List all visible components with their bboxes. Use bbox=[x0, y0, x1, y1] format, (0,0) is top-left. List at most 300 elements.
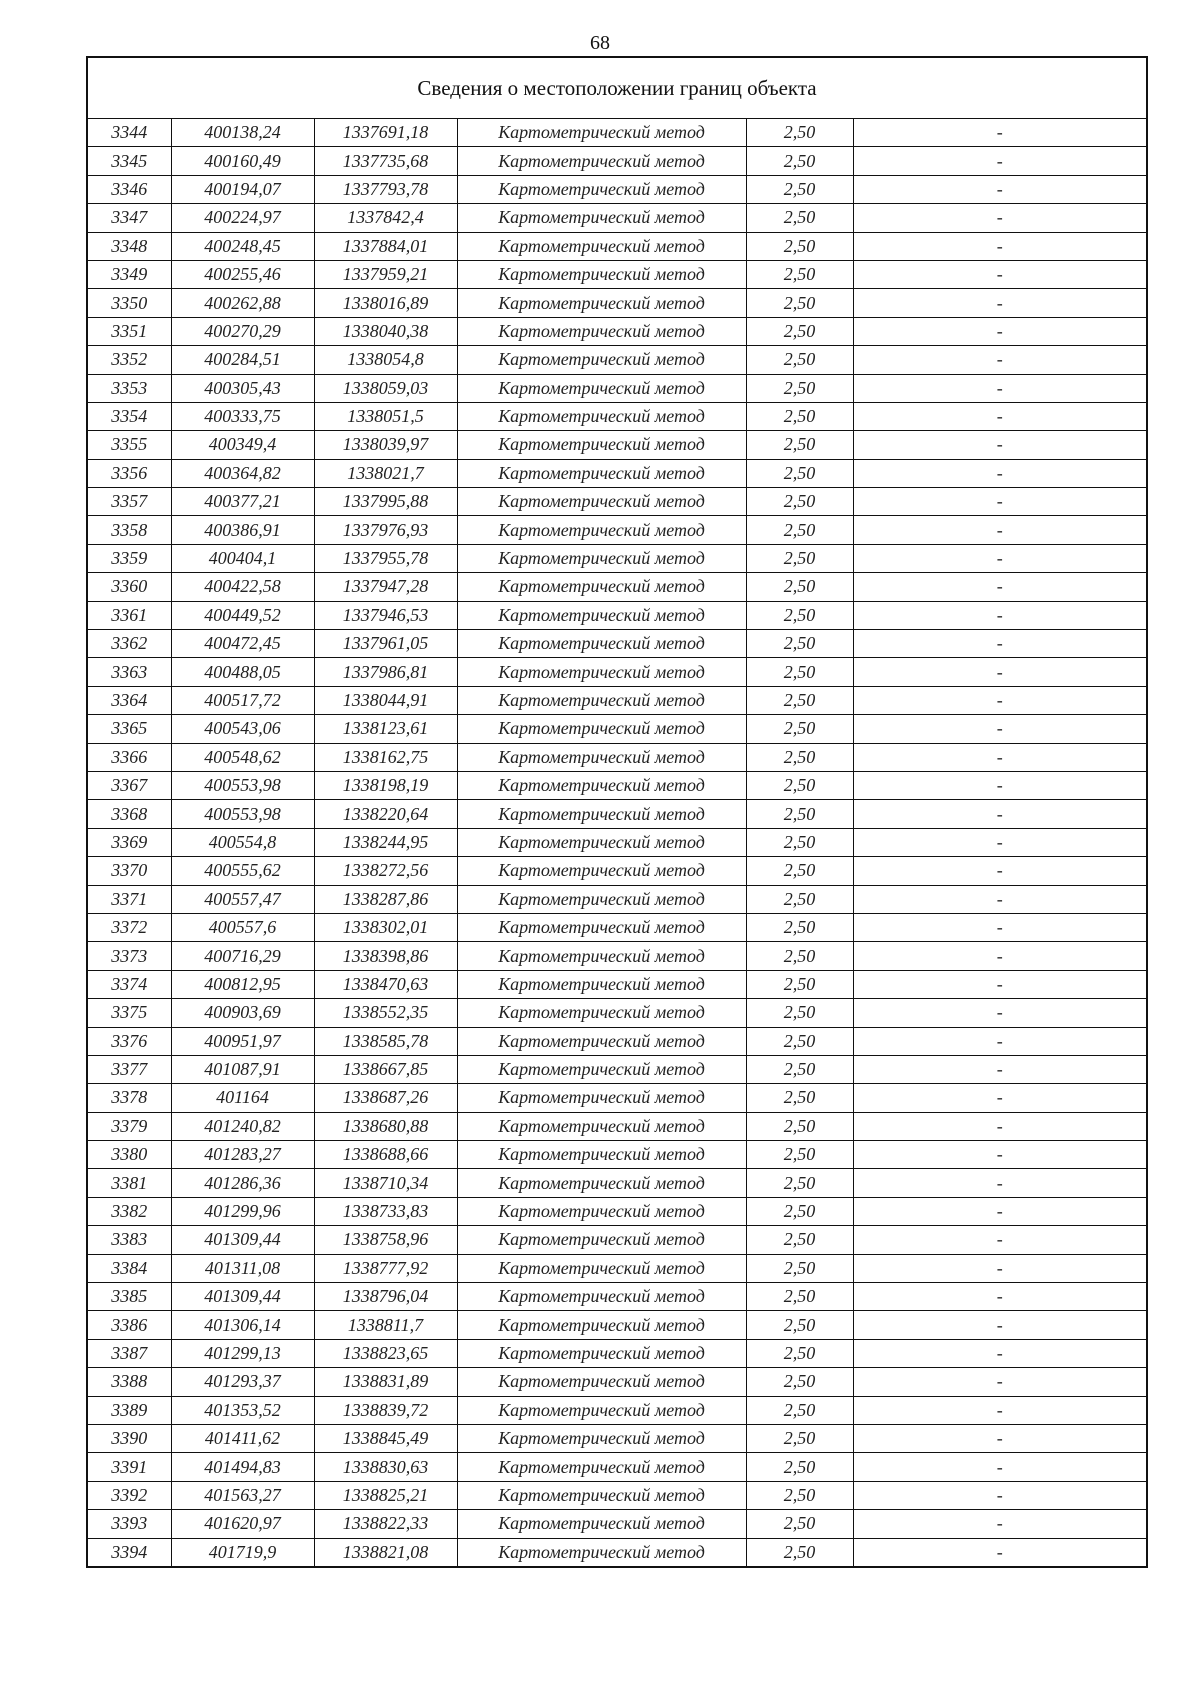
x-coordinate-cell: 400138,24 bbox=[171, 119, 314, 147]
y-coordinate-cell: 1338021,7 bbox=[314, 459, 457, 487]
accuracy-cell: 2,50 bbox=[746, 913, 853, 941]
accuracy-cell: 2,50 bbox=[746, 1169, 853, 1197]
accuracy-cell: 2,50 bbox=[746, 630, 853, 658]
description-cell: - bbox=[853, 289, 1147, 317]
method-cell: Картометрический метод bbox=[457, 147, 746, 175]
y-coordinate-cell: 1337947,28 bbox=[314, 573, 457, 601]
table-row bbox=[87, 204, 1147, 232]
accuracy-cell: 2,50 bbox=[746, 1510, 853, 1538]
x-coordinate-cell: 400951,97 bbox=[171, 1027, 314, 1055]
y-coordinate-cell: 1338054,8 bbox=[314, 346, 457, 374]
point-number-cell: 3367 bbox=[87, 771, 171, 799]
method-cell: Картометрический метод bbox=[457, 1424, 746, 1452]
y-coordinate-cell: 1338839,72 bbox=[314, 1396, 457, 1424]
point-number-cell: 3369 bbox=[87, 828, 171, 856]
y-coordinate-cell: 1338821,08 bbox=[314, 1538, 457, 1567]
point-number-cell: 3390 bbox=[87, 1424, 171, 1452]
description-cell: - bbox=[853, 1481, 1147, 1509]
table-row bbox=[87, 970, 1147, 998]
description-cell: - bbox=[853, 1538, 1147, 1567]
y-coordinate-cell: 1338710,34 bbox=[314, 1169, 457, 1197]
table-title: Сведения о местоположении границ объекта bbox=[87, 57, 1147, 119]
table-row bbox=[87, 630, 1147, 658]
y-coordinate-cell: 1338059,03 bbox=[314, 374, 457, 402]
description-cell: - bbox=[853, 1254, 1147, 1282]
point-number-cell: 3351 bbox=[87, 317, 171, 345]
y-coordinate-cell: 1337976,93 bbox=[314, 516, 457, 544]
accuracy-cell: 2,50 bbox=[746, 260, 853, 288]
accuracy-cell: 2,50 bbox=[746, 204, 853, 232]
method-cell: Картометрический метод bbox=[457, 913, 746, 941]
description-cell: - bbox=[853, 771, 1147, 799]
description-cell: - bbox=[853, 1112, 1147, 1140]
accuracy-cell: 2,50 bbox=[746, 1453, 853, 1481]
point-number-cell: 3349 bbox=[87, 260, 171, 288]
accuracy-cell: 2,50 bbox=[746, 800, 853, 828]
y-coordinate-cell: 1338162,75 bbox=[314, 743, 457, 771]
method-cell: Картометрический метод bbox=[457, 1339, 746, 1367]
accuracy-cell: 2,50 bbox=[746, 1197, 853, 1225]
y-coordinate-cell: 1338016,89 bbox=[314, 289, 457, 317]
x-coordinate-cell: 400554,8 bbox=[171, 828, 314, 856]
table-row bbox=[87, 743, 1147, 771]
point-number-cell: 3376 bbox=[87, 1027, 171, 1055]
point-number-cell: 3389 bbox=[87, 1396, 171, 1424]
method-cell: Картометрический метод bbox=[457, 204, 746, 232]
table-row bbox=[87, 1339, 1147, 1367]
method-cell: Картометрический метод bbox=[457, 402, 746, 430]
y-coordinate-cell: 1338040,38 bbox=[314, 317, 457, 345]
boundary-coordinates-table bbox=[86, 56, 1148, 1568]
x-coordinate-cell: 400404,1 bbox=[171, 544, 314, 572]
point-number-cell: 3393 bbox=[87, 1510, 171, 1538]
table-row bbox=[87, 459, 1147, 487]
description-cell: - bbox=[853, 1510, 1147, 1538]
point-number-cell: 3394 bbox=[87, 1538, 171, 1567]
y-coordinate-cell: 1338758,96 bbox=[314, 1226, 457, 1254]
y-coordinate-cell: 1337986,81 bbox=[314, 658, 457, 686]
y-coordinate-cell: 1338823,65 bbox=[314, 1339, 457, 1367]
accuracy-cell: 2,50 bbox=[746, 232, 853, 260]
description-cell: - bbox=[853, 857, 1147, 885]
accuracy-cell: 2,50 bbox=[746, 1396, 853, 1424]
accuracy-cell: 2,50 bbox=[746, 1283, 853, 1311]
x-coordinate-cell: 401164 bbox=[171, 1084, 314, 1112]
table-row bbox=[87, 544, 1147, 572]
accuracy-cell: 2,50 bbox=[746, 431, 853, 459]
y-coordinate-cell: 1338470,63 bbox=[314, 970, 457, 998]
method-cell: Картометрический метод bbox=[457, 1112, 746, 1140]
x-coordinate-cell: 401240,82 bbox=[171, 1112, 314, 1140]
accuracy-cell: 2,50 bbox=[746, 1424, 853, 1452]
y-coordinate-cell: 1338822,33 bbox=[314, 1510, 457, 1538]
point-number-cell: 3358 bbox=[87, 516, 171, 544]
x-coordinate-cell: 400449,52 bbox=[171, 601, 314, 629]
x-coordinate-cell: 400284,51 bbox=[171, 346, 314, 374]
point-number-cell: 3373 bbox=[87, 942, 171, 970]
table-row bbox=[87, 1197, 1147, 1225]
point-number-cell: 3375 bbox=[87, 999, 171, 1027]
method-cell: Картометрический метод bbox=[457, 1283, 746, 1311]
description-cell: - bbox=[853, 1453, 1147, 1481]
accuracy-cell: 2,50 bbox=[746, 516, 853, 544]
point-number-cell: 3371 bbox=[87, 885, 171, 913]
point-number-cell: 3361 bbox=[87, 601, 171, 629]
table-row bbox=[87, 488, 1147, 516]
table-row bbox=[87, 402, 1147, 430]
table-row bbox=[87, 1424, 1147, 1452]
accuracy-cell: 2,50 bbox=[746, 999, 853, 1027]
description-cell: - bbox=[853, 260, 1147, 288]
x-coordinate-cell: 401563,27 bbox=[171, 1481, 314, 1509]
table-row bbox=[87, 1169, 1147, 1197]
method-cell: Картометрический метод bbox=[457, 1254, 746, 1282]
x-coordinate-cell: 400903,69 bbox=[171, 999, 314, 1027]
accuracy-cell: 2,50 bbox=[746, 771, 853, 799]
point-number-cell: 3370 bbox=[87, 857, 171, 885]
method-cell: Картометрический метод bbox=[457, 686, 746, 714]
point-number-cell: 3347 bbox=[87, 204, 171, 232]
table-row bbox=[87, 431, 1147, 459]
method-cell: Картометрический метод bbox=[457, 516, 746, 544]
method-cell: Картометрический метод bbox=[457, 800, 746, 828]
method-cell: Картометрический метод bbox=[457, 1368, 746, 1396]
description-cell: - bbox=[853, 459, 1147, 487]
x-coordinate-cell: 400812,95 bbox=[171, 970, 314, 998]
method-cell: Картометрический метод bbox=[457, 857, 746, 885]
description-cell: - bbox=[853, 828, 1147, 856]
point-number-cell: 3362 bbox=[87, 630, 171, 658]
accuracy-cell: 2,50 bbox=[746, 459, 853, 487]
description-cell: - bbox=[853, 374, 1147, 402]
description-cell: - bbox=[853, 630, 1147, 658]
accuracy-cell: 2,50 bbox=[746, 488, 853, 516]
method-cell: Картометрический метод bbox=[457, 232, 746, 260]
table-row bbox=[87, 1283, 1147, 1311]
x-coordinate-cell: 400224,97 bbox=[171, 204, 314, 232]
accuracy-cell: 2,50 bbox=[746, 942, 853, 970]
point-number-cell: 3357 bbox=[87, 488, 171, 516]
method-cell: Картометрический метод bbox=[457, 289, 746, 317]
description-cell: - bbox=[853, 204, 1147, 232]
description-cell: - bbox=[853, 1396, 1147, 1424]
table-row bbox=[87, 1368, 1147, 1396]
y-coordinate-cell: 1337955,78 bbox=[314, 544, 457, 572]
accuracy-cell: 2,50 bbox=[746, 601, 853, 629]
method-cell: Картометрический метод bbox=[457, 1169, 746, 1197]
method-cell: Картометрический метод bbox=[457, 260, 746, 288]
method-cell: Картометрический метод bbox=[457, 1538, 746, 1567]
method-cell: Картометрический метод bbox=[457, 970, 746, 998]
description-cell: - bbox=[853, 175, 1147, 203]
point-number-cell: 3391 bbox=[87, 1453, 171, 1481]
point-number-cell: 3360 bbox=[87, 573, 171, 601]
method-cell: Картометрический метод bbox=[457, 544, 746, 572]
table-row bbox=[87, 601, 1147, 629]
y-coordinate-cell: 1338051,5 bbox=[314, 402, 457, 430]
description-cell: - bbox=[853, 1197, 1147, 1225]
method-cell: Картометрический метод bbox=[457, 715, 746, 743]
table-title-row bbox=[87, 57, 1147, 119]
point-number-cell: 3379 bbox=[87, 1112, 171, 1140]
method-cell: Картометрический метод bbox=[457, 488, 746, 516]
y-coordinate-cell: 1337735,68 bbox=[314, 147, 457, 175]
accuracy-cell: 2,50 bbox=[746, 743, 853, 771]
x-coordinate-cell: 400262,88 bbox=[171, 289, 314, 317]
x-coordinate-cell: 400422,58 bbox=[171, 573, 314, 601]
description-cell: - bbox=[853, 800, 1147, 828]
table-row bbox=[87, 147, 1147, 175]
point-number-cell: 3381 bbox=[87, 1169, 171, 1197]
description-cell: - bbox=[853, 147, 1147, 175]
description-cell: - bbox=[853, 913, 1147, 941]
method-cell: Картометрический метод bbox=[457, 743, 746, 771]
table-row bbox=[87, 516, 1147, 544]
x-coordinate-cell: 400194,07 bbox=[171, 175, 314, 203]
x-coordinate-cell: 401306,14 bbox=[171, 1311, 314, 1339]
method-cell: Картометрический метод bbox=[457, 374, 746, 402]
description-cell: - bbox=[853, 1141, 1147, 1169]
method-cell: Картометрический метод bbox=[457, 658, 746, 686]
table-row bbox=[87, 658, 1147, 686]
point-number-cell: 3368 bbox=[87, 800, 171, 828]
table-row bbox=[87, 857, 1147, 885]
y-coordinate-cell: 1337946,53 bbox=[314, 601, 457, 629]
point-number-cell: 3386 bbox=[87, 1311, 171, 1339]
description-cell: - bbox=[853, 1027, 1147, 1055]
y-coordinate-cell: 1338796,04 bbox=[314, 1283, 457, 1311]
table-row bbox=[87, 1084, 1147, 1112]
y-coordinate-cell: 1338398,86 bbox=[314, 942, 457, 970]
accuracy-cell: 2,50 bbox=[746, 1311, 853, 1339]
y-coordinate-cell: 1337961,05 bbox=[314, 630, 457, 658]
y-coordinate-cell: 1338287,86 bbox=[314, 885, 457, 913]
y-coordinate-cell: 1338044,91 bbox=[314, 686, 457, 714]
point-number-cell: 3350 bbox=[87, 289, 171, 317]
description-cell: - bbox=[853, 1055, 1147, 1083]
x-coordinate-cell: 400472,45 bbox=[171, 630, 314, 658]
table-row bbox=[87, 374, 1147, 402]
x-coordinate-cell: 400553,98 bbox=[171, 800, 314, 828]
x-coordinate-cell: 401309,44 bbox=[171, 1226, 314, 1254]
x-coordinate-cell: 401283,27 bbox=[171, 1141, 314, 1169]
method-cell: Картометрический метод bbox=[457, 1055, 746, 1083]
x-coordinate-cell: 400553,98 bbox=[171, 771, 314, 799]
table-row bbox=[87, 1027, 1147, 1055]
method-cell: Картометрический метод bbox=[457, 1084, 746, 1112]
table-row bbox=[87, 1311, 1147, 1339]
method-cell: Картометрический метод bbox=[457, 1311, 746, 1339]
point-number-cell: 3365 bbox=[87, 715, 171, 743]
table-row bbox=[87, 1396, 1147, 1424]
description-cell: - bbox=[853, 431, 1147, 459]
y-coordinate-cell: 1338811,7 bbox=[314, 1311, 457, 1339]
accuracy-cell: 2,50 bbox=[746, 346, 853, 374]
accuracy-cell: 2,50 bbox=[746, 1226, 853, 1254]
accuracy-cell: 2,50 bbox=[746, 317, 853, 345]
x-coordinate-cell: 401299,13 bbox=[171, 1339, 314, 1367]
x-coordinate-cell: 400377,21 bbox=[171, 488, 314, 516]
point-number-cell: 3377 bbox=[87, 1055, 171, 1083]
y-coordinate-cell: 1337691,18 bbox=[314, 119, 457, 147]
y-coordinate-cell: 1338831,89 bbox=[314, 1368, 457, 1396]
table-row bbox=[87, 1481, 1147, 1509]
y-coordinate-cell: 1338552,35 bbox=[314, 999, 457, 1027]
y-coordinate-cell: 1338585,78 bbox=[314, 1027, 457, 1055]
point-number-cell: 3364 bbox=[87, 686, 171, 714]
accuracy-cell: 2,50 bbox=[746, 857, 853, 885]
table-row bbox=[87, 573, 1147, 601]
description-cell: - bbox=[853, 1169, 1147, 1197]
y-coordinate-cell: 1338680,88 bbox=[314, 1112, 457, 1140]
table-body bbox=[87, 119, 1147, 1567]
description-cell: - bbox=[853, 402, 1147, 430]
x-coordinate-cell: 401087,91 bbox=[171, 1055, 314, 1083]
x-coordinate-cell: 401286,36 bbox=[171, 1169, 314, 1197]
method-cell: Картометрический метод bbox=[457, 1197, 746, 1225]
x-coordinate-cell: 400255,46 bbox=[171, 260, 314, 288]
point-number-cell: 3348 bbox=[87, 232, 171, 260]
method-cell: Картометрический метод bbox=[457, 1226, 746, 1254]
x-coordinate-cell: 400716,29 bbox=[171, 942, 314, 970]
accuracy-cell: 2,50 bbox=[746, 686, 853, 714]
point-number-cell: 3382 bbox=[87, 1197, 171, 1225]
table-row bbox=[87, 828, 1147, 856]
description-cell: - bbox=[853, 601, 1147, 629]
y-coordinate-cell: 1338302,01 bbox=[314, 913, 457, 941]
table-row bbox=[87, 119, 1147, 147]
point-number-cell: 3378 bbox=[87, 1084, 171, 1112]
table-row bbox=[87, 1538, 1147, 1567]
description-cell: - bbox=[853, 715, 1147, 743]
accuracy-cell: 2,50 bbox=[746, 119, 853, 147]
y-coordinate-cell: 1337842,4 bbox=[314, 204, 457, 232]
table-row bbox=[87, 885, 1147, 913]
y-coordinate-cell: 1338825,21 bbox=[314, 1481, 457, 1509]
method-cell: Картометрический метод bbox=[457, 431, 746, 459]
accuracy-cell: 2,50 bbox=[746, 1254, 853, 1282]
description-cell: - bbox=[853, 970, 1147, 998]
method-cell: Картометрический метод bbox=[457, 999, 746, 1027]
method-cell: Картометрический метод bbox=[457, 119, 746, 147]
method-cell: Картометрический метод bbox=[457, 601, 746, 629]
point-number-cell: 3374 bbox=[87, 970, 171, 998]
description-cell: - bbox=[853, 1368, 1147, 1396]
x-coordinate-cell: 401311,08 bbox=[171, 1254, 314, 1282]
x-coordinate-cell: 400305,43 bbox=[171, 374, 314, 402]
method-cell: Картометрический метод bbox=[457, 573, 746, 601]
description-cell: - bbox=[853, 1084, 1147, 1112]
y-coordinate-cell: 1338777,92 bbox=[314, 1254, 457, 1282]
table-row bbox=[87, 1453, 1147, 1481]
point-number-cell: 3346 bbox=[87, 175, 171, 203]
table-row bbox=[87, 999, 1147, 1027]
table-row bbox=[87, 289, 1147, 317]
accuracy-cell: 2,50 bbox=[746, 1055, 853, 1083]
accuracy-cell: 2,50 bbox=[746, 828, 853, 856]
description-cell: - bbox=[853, 232, 1147, 260]
method-cell: Картометрический метод bbox=[457, 942, 746, 970]
y-coordinate-cell: 1338688,66 bbox=[314, 1141, 457, 1169]
accuracy-cell: 2,50 bbox=[746, 1084, 853, 1112]
accuracy-cell: 2,50 bbox=[746, 1141, 853, 1169]
x-coordinate-cell: 401411,62 bbox=[171, 1424, 314, 1452]
point-number-cell: 3353 bbox=[87, 374, 171, 402]
table-row bbox=[87, 686, 1147, 714]
accuracy-cell: 2,50 bbox=[746, 175, 853, 203]
method-cell: Картометрический метод bbox=[457, 175, 746, 203]
description-cell: - bbox=[853, 516, 1147, 544]
accuracy-cell: 2,50 bbox=[746, 1368, 853, 1396]
y-coordinate-cell: 1338220,64 bbox=[314, 800, 457, 828]
method-cell: Картометрический метод bbox=[457, 771, 746, 799]
description-cell: - bbox=[853, 885, 1147, 913]
accuracy-cell: 2,50 bbox=[746, 1112, 853, 1140]
y-coordinate-cell: 1337793,78 bbox=[314, 175, 457, 203]
y-coordinate-cell: 1337884,01 bbox=[314, 232, 457, 260]
x-coordinate-cell: 400557,6 bbox=[171, 913, 314, 941]
accuracy-cell: 2,50 bbox=[746, 573, 853, 601]
x-coordinate-cell: 400548,62 bbox=[171, 743, 314, 771]
y-coordinate-cell: 1338039,97 bbox=[314, 431, 457, 459]
table-row bbox=[87, 1510, 1147, 1538]
accuracy-cell: 2,50 bbox=[746, 1538, 853, 1567]
accuracy-cell: 2,50 bbox=[746, 1339, 853, 1367]
table-row bbox=[87, 942, 1147, 970]
description-cell: - bbox=[853, 346, 1147, 374]
description-cell: - bbox=[853, 942, 1147, 970]
table-row bbox=[87, 317, 1147, 345]
accuracy-cell: 2,50 bbox=[746, 402, 853, 430]
method-cell: Картометрический метод bbox=[457, 1027, 746, 1055]
description-cell: - bbox=[853, 317, 1147, 345]
method-cell: Картометрический метод bbox=[457, 1141, 746, 1169]
x-coordinate-cell: 400333,75 bbox=[171, 402, 314, 430]
description-cell: - bbox=[853, 999, 1147, 1027]
method-cell: Картометрический метод bbox=[457, 828, 746, 856]
method-cell: Картометрический метод bbox=[457, 630, 746, 658]
table-row bbox=[87, 1055, 1147, 1083]
table-row bbox=[87, 1254, 1147, 1282]
description-cell: - bbox=[853, 119, 1147, 147]
x-coordinate-cell: 400557,47 bbox=[171, 885, 314, 913]
point-number-cell: 3372 bbox=[87, 913, 171, 941]
point-number-cell: 3392 bbox=[87, 1481, 171, 1509]
description-cell: - bbox=[853, 1311, 1147, 1339]
point-number-cell: 3366 bbox=[87, 743, 171, 771]
description-cell: - bbox=[853, 488, 1147, 516]
table-row bbox=[87, 1226, 1147, 1254]
description-cell: - bbox=[853, 544, 1147, 572]
x-coordinate-cell: 401293,37 bbox=[171, 1368, 314, 1396]
method-cell: Картометрический метод bbox=[457, 346, 746, 374]
accuracy-cell: 2,50 bbox=[746, 544, 853, 572]
accuracy-cell: 2,50 bbox=[746, 1481, 853, 1509]
page-number: 68 bbox=[590, 32, 610, 54]
y-coordinate-cell: 1338733,83 bbox=[314, 1197, 457, 1225]
table-row bbox=[87, 175, 1147, 203]
table-row bbox=[87, 800, 1147, 828]
table-row bbox=[87, 771, 1147, 799]
table-row bbox=[87, 1112, 1147, 1140]
point-number-cell: 3384 bbox=[87, 1254, 171, 1282]
x-coordinate-cell: 401353,52 bbox=[171, 1396, 314, 1424]
y-coordinate-cell: 1338272,56 bbox=[314, 857, 457, 885]
table-row bbox=[87, 913, 1147, 941]
x-coordinate-cell: 400543,06 bbox=[171, 715, 314, 743]
x-coordinate-cell: 401309,44 bbox=[171, 1283, 314, 1311]
point-number-cell: 3383 bbox=[87, 1226, 171, 1254]
